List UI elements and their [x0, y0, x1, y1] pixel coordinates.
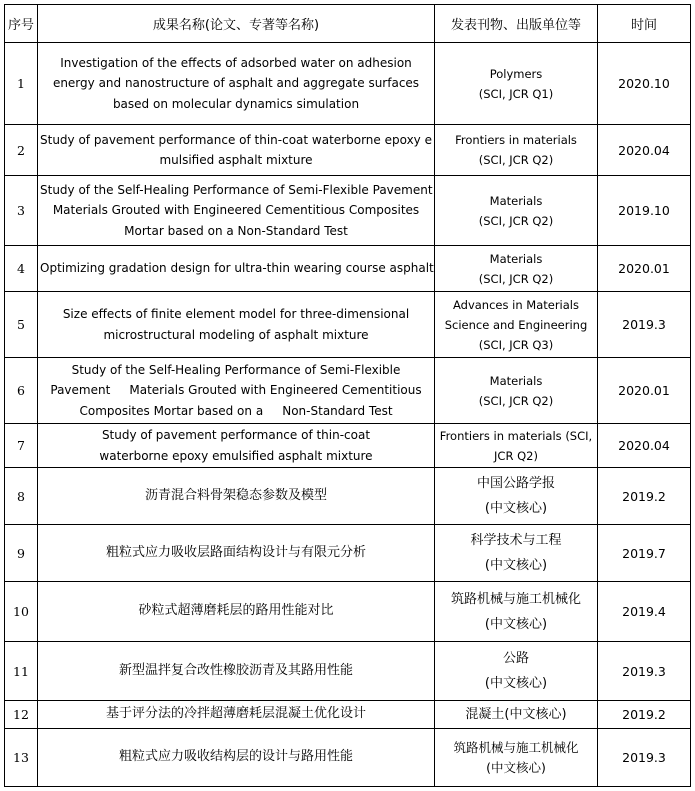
title-line: Study of the Self-Healing Performance of Semi-Flexible — [71, 362, 401, 377]
title-line: Size effects of finite element model for three-dimensional — [62, 307, 410, 321]
venue-line: Advances in Materials — [452, 297, 579, 312]
row-index: 3 — [5, 176, 38, 246]
publication-time: 2019.10 — [598, 176, 691, 246]
publication-venue — [435, 525, 598, 582]
venue-line: (SCI, JCR Q2) — [478, 153, 554, 167]
title-line: 砂粒式超薄磨耗层的路用性能对比 — [138, 603, 334, 619]
publication-title — [38, 729, 435, 787]
venue-line: Science and Engineering — [444, 317, 588, 332]
row-index: 13 — [5, 729, 38, 787]
table-body — [5, 43, 691, 787]
venue-line: Materials — [489, 193, 543, 208]
venue-line: (中文核心) — [484, 676, 548, 691]
venue-line: JCR Q2) — [494, 448, 538, 463]
publication-title — [38, 701, 435, 729]
publication-venue — [435, 582, 598, 642]
publication-time: 2019.3 — [598, 642, 691, 701]
title-line: 沥青混合料骨架稳态参数及模型 — [144, 487, 327, 503]
row-index: 8 — [5, 468, 38, 525]
title-line: based on molecular dynamics simulation — [112, 96, 360, 111]
venue-line: 筑路机械与施工机械化 — [453, 739, 579, 755]
venue-line: Frontiers in materials (SCI, — [439, 428, 593, 443]
table-row — [5, 424, 691, 468]
publication-venue — [435, 358, 598, 424]
title-line: Investigation of the effects of adsorbed water on adhesion — [60, 55, 412, 70]
row-index: 2 — [5, 125, 38, 176]
title-line: 粗粒式应力吸收结构层的设计与路用性能 — [118, 749, 353, 765]
table-row — [5, 701, 691, 729]
header-index: 序号 — [5, 5, 38, 43]
row-index: 1 — [5, 43, 38, 125]
publication-title — [38, 525, 435, 582]
publication-time: 2019.2 — [598, 701, 691, 729]
publication-title — [38, 125, 435, 176]
publication-venue — [435, 43, 598, 125]
table-row — [5, 246, 691, 292]
publication-venue — [435, 642, 598, 701]
table-row — [5, 125, 691, 176]
table-row — [5, 468, 691, 525]
title-line: Optimizing gradation design for ultra-thin wearing course asphalt — [40, 261, 434, 276]
title-line: Study of the Self-Healing Performance of Semi-Flexible Pavement — [40, 182, 433, 197]
title-line: Mortar based on a Non-Standard Test — [124, 223, 348, 238]
title-line: 粗粒式应力吸收层路面结构设计与有限元分析 — [105, 544, 366, 560]
header-row — [5, 5, 691, 43]
title-line: Study of pavement performance of thin-coat — [101, 428, 371, 442]
publication-time: 2019.4 — [598, 582, 691, 642]
row-index: 9 — [5, 525, 38, 582]
venue-line: (SCI, JCR Q2) — [478, 393, 554, 408]
venue-line: (中文核心) — [484, 616, 548, 632]
publication-time: 2019.7 — [598, 525, 691, 582]
venue-line: 筑路机械与施工机械化 — [450, 591, 581, 607]
publication-time: 2019.2 — [598, 468, 691, 525]
table-row — [5, 729, 691, 787]
row-index: 10 — [5, 582, 38, 642]
row-index: 7 — [5, 424, 38, 468]
venue-line: Frontiers in materials — [455, 133, 577, 147]
publication-title — [38, 43, 435, 125]
publication-venue — [435, 125, 598, 176]
header-time: 时间 — [598, 5, 691, 43]
table-row — [5, 43, 691, 125]
publication-time: 2019.3 — [598, 729, 691, 787]
publication-title — [38, 292, 435, 358]
publications-table — [4, 4, 691, 787]
publication-time: 2020.01 — [598, 246, 691, 292]
table-row — [5, 642, 691, 701]
title-line: energy and nanostructure of asphalt and aggregate surfaces — [52, 76, 420, 91]
title-line: Pavement Materials Grouted with Engineered Cementitious — [50, 383, 422, 398]
venue-line: (中文核心) — [484, 558, 548, 573]
table-row — [5, 582, 691, 642]
row-index: 11 — [5, 642, 38, 701]
publication-title — [38, 582, 435, 642]
table-row — [5, 358, 691, 424]
venue-line: Materials — [489, 251, 543, 266]
venue-line: 科学技术与工程 — [470, 533, 562, 548]
venue-line: (中文核心) — [486, 759, 546, 775]
publication-venue — [435, 246, 598, 292]
venue-line: (中文核心) — [484, 501, 548, 516]
venue-line: 中国公路学报 — [476, 476, 555, 491]
venue-line: 公路 — [502, 651, 529, 666]
publication-time: 2020.04 — [598, 424, 691, 468]
table-row — [5, 292, 691, 358]
publication-title — [38, 358, 435, 424]
publication-title — [38, 176, 435, 246]
title-line: 基于评分法的冷拌超薄磨耗层混凝土优化设计 — [105, 706, 366, 722]
publication-time: 2019.3 — [598, 292, 691, 358]
publication-time: 2020.10 — [598, 43, 691, 125]
venue-line: Polymers — [489, 66, 543, 81]
publication-time: 2020.04 — [598, 125, 691, 176]
publication-venue — [435, 729, 598, 787]
publication-venue — [435, 292, 598, 358]
title-line: Composites Mortar based on a Non-Standard Test — [79, 403, 393, 418]
title-line: 新型温拌复合改性橡胶沥青及其路用性能 — [118, 662, 353, 678]
table-row — [5, 176, 691, 246]
venue-line: (SCI, JCR Q2) — [478, 271, 554, 286]
header-venue: 发表刊物、出版单位等 — [435, 5, 598, 43]
publication-time: 2020.01 — [598, 358, 691, 424]
venue-line: 混凝土(中文核心) — [465, 707, 567, 722]
title-line: microstructural modeling of asphalt mixture — [103, 327, 369, 342]
title-line: Study of pavement performance of thin-coat waterborne epoxy e — [40, 132, 432, 147]
row-index: 6 — [5, 358, 38, 424]
publication-venue — [435, 424, 598, 468]
table-row — [5, 525, 691, 582]
title-line: Materials Grouted with Engineered Cementitious Composites — [52, 203, 420, 218]
publication-title — [38, 468, 435, 525]
row-index: 5 — [5, 292, 38, 358]
venue-line: (SCI, JCR Q1) — [478, 86, 554, 101]
title-line: mulsified asphalt mixture — [159, 153, 313, 167]
header-title: 成果名称(论文、专著等名称) — [38, 5, 435, 43]
publication-title — [38, 642, 435, 701]
row-index: 12 — [5, 701, 38, 729]
publication-title — [38, 424, 435, 468]
venue-line: (SCI, JCR Q3) — [478, 337, 554, 352]
row-index: 4 — [5, 246, 38, 292]
venue-line: Materials — [489, 373, 543, 388]
title-line: waterborne epoxy emulsified asphalt mixture — [99, 448, 373, 463]
publication-venue — [435, 701, 598, 729]
venue-line: (SCI, JCR Q2) — [478, 213, 554, 228]
publication-venue — [435, 468, 598, 525]
publication-venue — [435, 176, 598, 246]
publication-title — [38, 246, 435, 292]
